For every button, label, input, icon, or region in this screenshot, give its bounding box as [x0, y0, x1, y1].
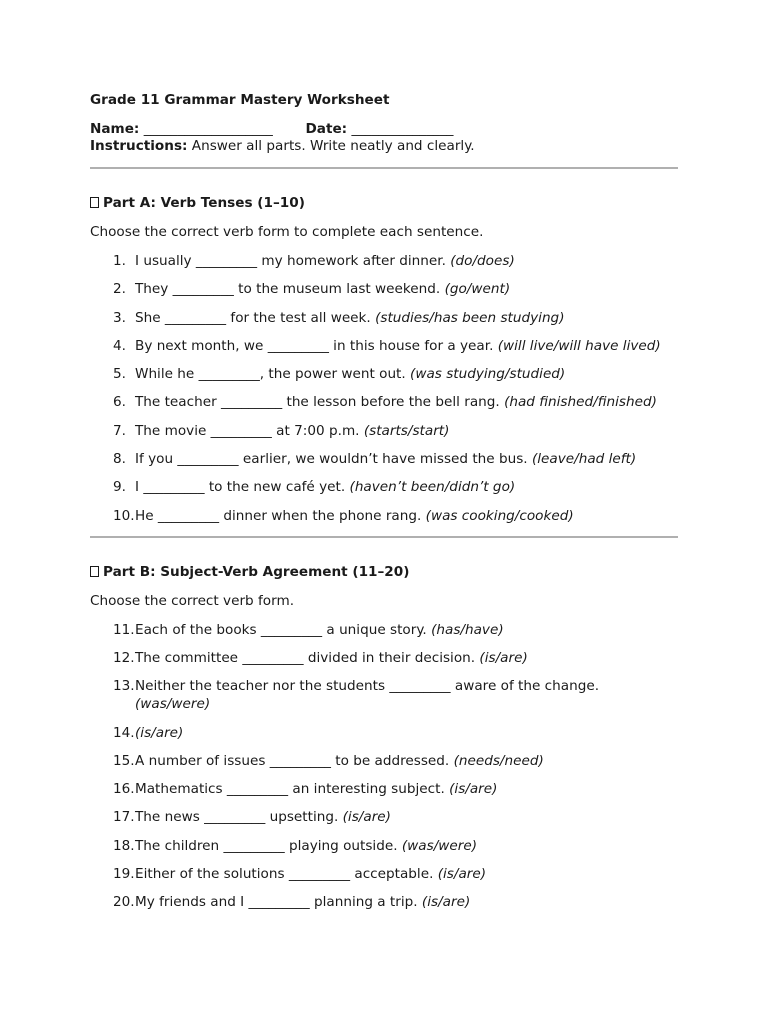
part-a-title: Part A: Verb Tenses (1–10) — [103, 195, 305, 211]
question-number: 17. — [113, 809, 135, 826]
question-number: 9. — [113, 479, 126, 496]
part-a-description: Choose the correct verb form to complete each sentence. — [90, 224, 484, 240]
divider — [90, 167, 678, 169]
date-blank: _______________ — [351, 121, 454, 137]
question-options: (is/are) — [437, 866, 487, 883]
question-item — [90, 837, 678, 855]
question-item — [90, 450, 678, 468]
part-a-heading — [90, 195, 678, 212]
question-text: They _________ to the museum last weekend. — [135, 281, 441, 298]
question-item — [90, 309, 678, 327]
instructions-line — [90, 138, 678, 155]
question-item — [90, 478, 678, 496]
question-item — [90, 893, 678, 911]
part-a-question-list — [90, 252, 678, 525]
question-options: (studies/has been studying) — [375, 309, 565, 326]
question-number: 10. — [113, 507, 135, 524]
question-text: She _________ for the test all week. — [135, 309, 371, 326]
question-number: 8. — [113, 451, 126, 468]
part-b-description: Choose the correct verb form. — [90, 592, 295, 609]
question-number: 11. — [113, 621, 135, 638]
question-options: (haven’t been/didn’t go) — [349, 479, 516, 496]
question-options: (needs/need) — [453, 752, 544, 769]
worksheet-content — [90, 92, 678, 911]
question-options: (is/are) — [135, 724, 184, 741]
question-number: 14. — [113, 724, 135, 741]
question-text: He _________ dinner when the phone rang. — [135, 507, 422, 524]
question-options: (was cooking/cooked) — [425, 507, 574, 524]
question-options: (is/are) — [342, 809, 391, 826]
question-item — [90, 724, 678, 742]
question-text: Either of the solutions _________ acceptable. — [135, 866, 434, 883]
question-number: 3. — [113, 309, 126, 326]
question-options: (had finished/finished) — [504, 394, 657, 411]
question-item — [90, 507, 678, 525]
placeholder-glyph-icon — [90, 566, 99, 577]
question-options: (is/are) — [449, 781, 498, 798]
question-item — [90, 365, 678, 383]
question-item — [90, 393, 678, 411]
question-number: 4. — [113, 337, 126, 354]
question-text: My friends and I _________ planning a trip. — [135, 894, 418, 911]
question-text: I usually _________ my homework after dinner. — [135, 253, 446, 269]
question-text: I _________ to the new café yet. — [135, 479, 346, 496]
question-text: While he _________, the power went out. — [135, 366, 406, 383]
question-number: 12. — [113, 649, 135, 666]
question-text: By next month, we _________ in this house for a year. — [135, 337, 494, 354]
question-options: (starts/start) — [363, 422, 450, 439]
question-options: (was/were) — [135, 696, 211, 713]
question-number: 6. — [113, 394, 126, 411]
question-text: Mathematics _________ an interesting subject. — [135, 781, 445, 798]
part-b-heading — [90, 564, 678, 581]
part-b-question-list — [90, 621, 678, 912]
question-options: (was/were) — [401, 837, 478, 854]
question-item — [90, 337, 678, 355]
date-label: Date: — [305, 121, 348, 137]
instructions-label: Instructions: — [90, 138, 188, 154]
name-label: Name: — [90, 121, 140, 137]
question-options: (will live/will have lived) — [497, 337, 661, 354]
question-item — [90, 780, 678, 798]
question-options: (was studying/studied) — [410, 366, 566, 383]
question-text: The teacher _________ the lesson before the bell rang. — [135, 394, 500, 411]
question-item — [90, 865, 678, 883]
name-blank: ___________________ — [143, 121, 273, 137]
question-number: 13. — [113, 678, 135, 695]
question-number: 16. — [113, 781, 135, 798]
question-number: 5. — [113, 366, 126, 383]
question-options: (go/went) — [444, 281, 511, 298]
instructions-text: Answer all parts. Write neatly and clearly. — [191, 138, 475, 154]
question-item — [90, 649, 678, 667]
question-text: A number of issues _________ to be addressed. — [135, 752, 450, 769]
part-b-title: Part B: Subject-Verb Agreement (11–20) — [103, 563, 410, 580]
question-text: Neither the teacher nor the students _________ aware of the change. — [135, 678, 600, 695]
divider — [90, 536, 678, 538]
question-item — [90, 752, 678, 770]
question-text: If you _________ earlier, we wouldn’t have missed the bus. — [135, 451, 528, 468]
question-item — [90, 621, 678, 639]
question-item — [90, 677, 678, 713]
question-number: 18. — [113, 837, 135, 854]
question-number: 1. — [113, 253, 126, 269]
question-text: The children _________ playing outside. — [135, 837, 398, 854]
question-options: (do/does) — [450, 253, 515, 269]
name-date-line — [90, 121, 678, 138]
question-text: The news _________ upsetting. — [135, 809, 339, 826]
question-item — [90, 808, 678, 826]
question-item — [90, 422, 678, 440]
question-text: Each of the books _________ a unique story. — [135, 621, 427, 638]
question-number: 7. — [113, 422, 126, 439]
question-options: (leave/had left) — [531, 451, 637, 468]
question-number: 20. — [113, 894, 135, 911]
question-number: 2. — [113, 281, 126, 298]
question-options: (is/are) — [421, 894, 471, 911]
question-text: The committee _________ divided in their decision. — [135, 649, 476, 666]
question-options: (has/have) — [431, 621, 504, 638]
worksheet-title: Grade 11 Grammar Mastery Worksheet — [90, 92, 390, 108]
question-text: The movie _________ at 7:00 p.m. — [135, 422, 360, 439]
placeholder-glyph-icon — [90, 197, 99, 208]
question-number: 19. — [113, 866, 135, 883]
question-number: 15. — [113, 752, 135, 769]
question-options: (is/are) — [479, 649, 528, 666]
question-item — [90, 280, 678, 298]
question-item — [90, 252, 678, 270]
